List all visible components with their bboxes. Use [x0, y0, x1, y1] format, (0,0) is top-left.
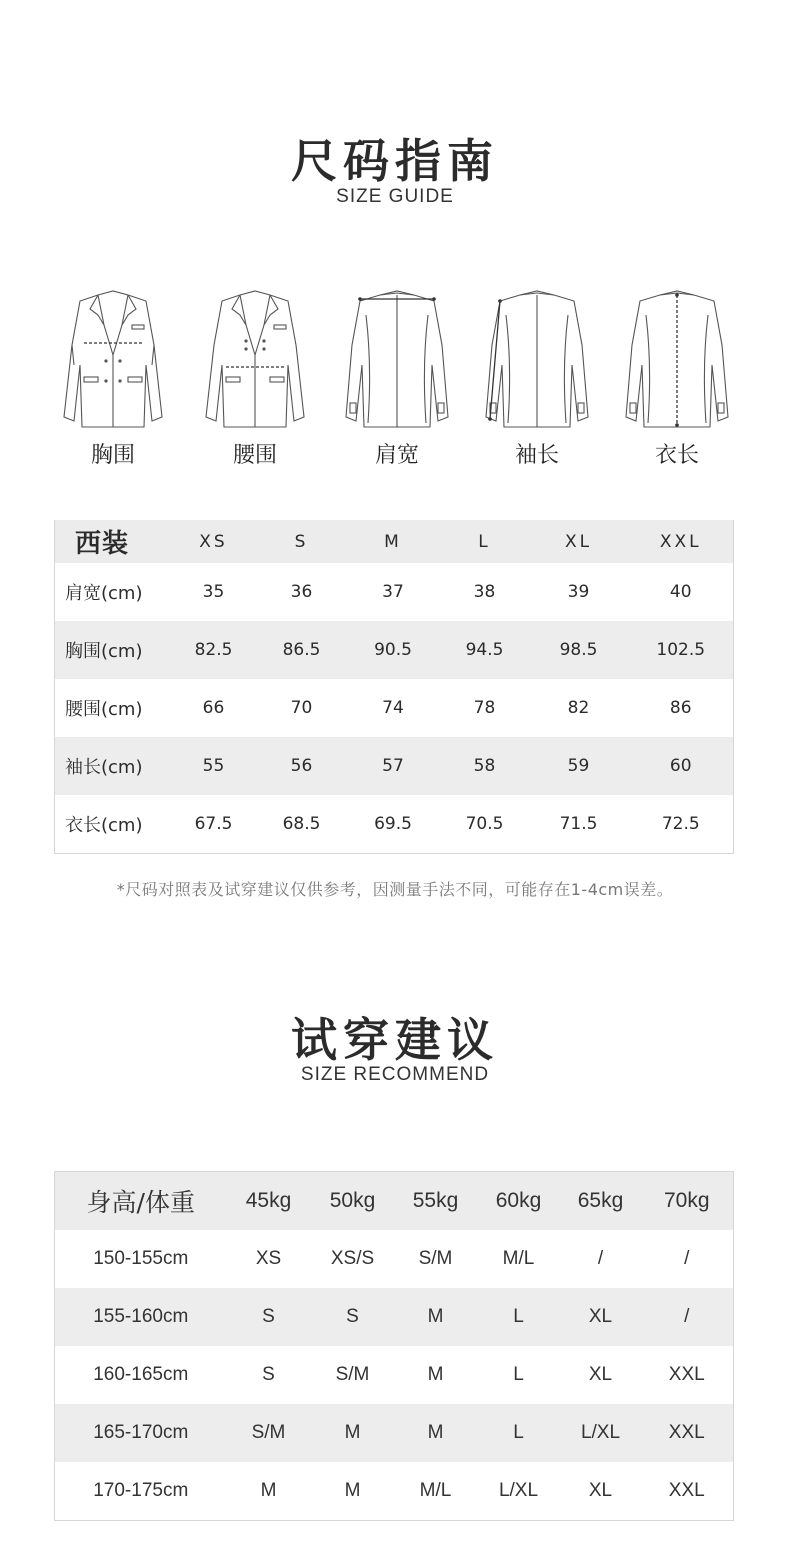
disclaimer-note: *尺码对照表及试穿建议仅供参考，因测量手法不同，可能存在1-4cm误差。 — [116, 880, 674, 899]
table-cell: 36 — [290, 582, 313, 602]
table-cell: M/L — [502, 1248, 535, 1269]
height-label: 165-170cm — [55, 1404, 227, 1462]
table-cell: 70.5 — [465, 814, 504, 834]
table-cell: XXL — [641, 1404, 734, 1462]
size-guide-title: 尺码指南 — [291, 134, 499, 188]
table-cell: 70 — [290, 698, 313, 718]
size-chart-table — [54, 520, 734, 854]
table-row — [55, 679, 734, 737]
table-cell: 86.5 — [258, 621, 346, 679]
table-cell: 90.5 — [346, 621, 441, 679]
row-label: 胸围(cm) — [55, 621, 170, 679]
table-cell: / — [641, 1288, 734, 1346]
jacket-waist-measure-icon — [200, 285, 310, 430]
weight-header: 55kg — [395, 1172, 477, 1231]
table-cell: 67.5 — [194, 814, 233, 834]
row-label: 袖长(cm) — [55, 737, 170, 795]
table-cell: 78 — [473, 698, 496, 718]
table-row — [55, 621, 734, 679]
size-header: L — [441, 520, 529, 563]
size-header: S — [258, 520, 346, 563]
table-cell: 60 — [629, 737, 734, 795]
table-cell: 94.5 — [441, 621, 529, 679]
row-label: 衣长(cm) — [65, 815, 143, 836]
recommend-header-row — [55, 1172, 734, 1231]
table-cell: S/M — [418, 1248, 453, 1269]
table-cell: L — [513, 1364, 524, 1385]
table-cell: M — [311, 1404, 395, 1462]
jacket-sleeve-measure-icon — [482, 285, 592, 430]
table-cell: S/M — [227, 1404, 311, 1462]
table-cell: XL — [588, 1364, 613, 1385]
height-label: 155-160cm — [55, 1288, 227, 1346]
height-label: 150-155cm — [93, 1248, 189, 1269]
chest-label: 胸围 — [90, 443, 135, 468]
table-cell: 74 — [382, 698, 404, 718]
table-cell: XXL — [668, 1480, 705, 1501]
table-cell: / — [684, 1248, 690, 1269]
table-cell: L/XL — [561, 1404, 641, 1462]
weight-header: 70kg — [641, 1172, 734, 1231]
length-measure-figure — [617, 285, 737, 469]
table-cell: 35 — [202, 582, 225, 602]
table-cell: M/L — [419, 1480, 452, 1501]
table-cell: L — [477, 1404, 561, 1462]
jacket-shoulder-measure-icon — [342, 285, 452, 430]
jacket-length-measure-icon — [622, 285, 732, 430]
chest-measure-figure — [53, 285, 173, 469]
table-cell: 102.5 — [629, 621, 734, 679]
table-cell: 39 — [567, 582, 590, 602]
waist-label: 腰围 — [232, 443, 277, 468]
table-cell: 58 — [441, 737, 529, 795]
table-cell: / — [597, 1248, 604, 1269]
table-cell: M — [427, 1364, 444, 1385]
size-header: XXL — [629, 520, 734, 563]
shoulder-measure-figure — [337, 285, 457, 469]
table-row — [55, 1346, 734, 1404]
table-cell: 40 — [669, 582, 692, 602]
sleeve-label: 袖长 — [514, 443, 559, 468]
table-cell: XL — [561, 1288, 641, 1346]
table-cell: L — [477, 1288, 561, 1346]
table-cell: 37 — [382, 582, 404, 602]
size-guide-subtitle: SIZE GUIDE — [336, 186, 454, 207]
size-recommend-table — [54, 1171, 734, 1521]
table-row — [55, 1288, 734, 1346]
table-cell: S/M — [335, 1364, 370, 1385]
table-cell: M — [395, 1288, 477, 1346]
table-cell: S — [227, 1288, 311, 1346]
table-cell: 56 — [258, 737, 346, 795]
waist-measure-figure — [195, 285, 315, 469]
table-cell: L/XL — [498, 1480, 539, 1501]
table-cell: 86 — [669, 698, 692, 718]
weight-header: 45kg — [227, 1172, 311, 1231]
table-row — [55, 563, 734, 621]
jacket-chest-measure-icon — [58, 285, 168, 430]
weight-header: 60kg — [477, 1172, 561, 1231]
table-cell: 68.5 — [282, 814, 321, 834]
table-cell: S — [262, 1364, 275, 1385]
sleeve-measure-figure — [477, 285, 597, 469]
length-label: 衣长 — [654, 443, 699, 468]
table-cell: 66 — [202, 698, 225, 718]
table-cell: XXL — [668, 1364, 705, 1385]
table-cell: XS/S — [330, 1248, 375, 1269]
table-cell: XS — [255, 1248, 282, 1269]
table-cell: 82 — [567, 698, 590, 718]
table-row — [55, 1404, 734, 1462]
measurement-illustrations — [0, 285, 790, 480]
size-recommend-subtitle: SIZE RECOMMEND — [300, 1064, 490, 1085]
size-header: XL — [529, 520, 629, 563]
table-cell: 57 — [346, 737, 441, 795]
size-chart-header-row — [55, 520, 734, 563]
table-cell: 71.5 — [559, 814, 598, 834]
table-cell: 69.5 — [374, 814, 412, 834]
table-cell: M — [344, 1480, 361, 1501]
table-cell: 38 — [473, 582, 496, 602]
table-cell: XL — [588, 1480, 613, 1501]
table-row — [55, 1462, 734, 1521]
shoulder-label: 肩宽 — [374, 443, 419, 468]
table-cell: S — [311, 1288, 395, 1346]
row-label: 腰围(cm) — [65, 699, 143, 720]
table-cell: 82.5 — [170, 621, 258, 679]
table-cell: 59 — [529, 737, 629, 795]
size-header: XS — [170, 520, 258, 563]
table-row — [55, 1230, 734, 1288]
weight-header: 65kg — [561, 1172, 641, 1231]
table-row — [55, 737, 734, 795]
height-label: 160-165cm — [93, 1364, 189, 1385]
table-cell: M — [260, 1480, 277, 1501]
table-cell: 72.5 — [661, 814, 700, 834]
recommend-corner: 身高/体重 — [55, 1172, 227, 1231]
height-label: 170-175cm — [93, 1480, 189, 1501]
weight-header: 50kg — [311, 1172, 395, 1231]
row-label: 肩宽(cm) — [65, 583, 143, 604]
size-header: M — [346, 520, 441, 563]
table-row — [55, 795, 734, 854]
size-recommend-title: 试穿建议 — [291, 1013, 499, 1067]
table-cell: 98.5 — [529, 621, 629, 679]
table-cell: 55 — [170, 737, 258, 795]
table-cell: M — [395, 1404, 477, 1462]
size-chart-corner: 西装 — [55, 520, 170, 563]
